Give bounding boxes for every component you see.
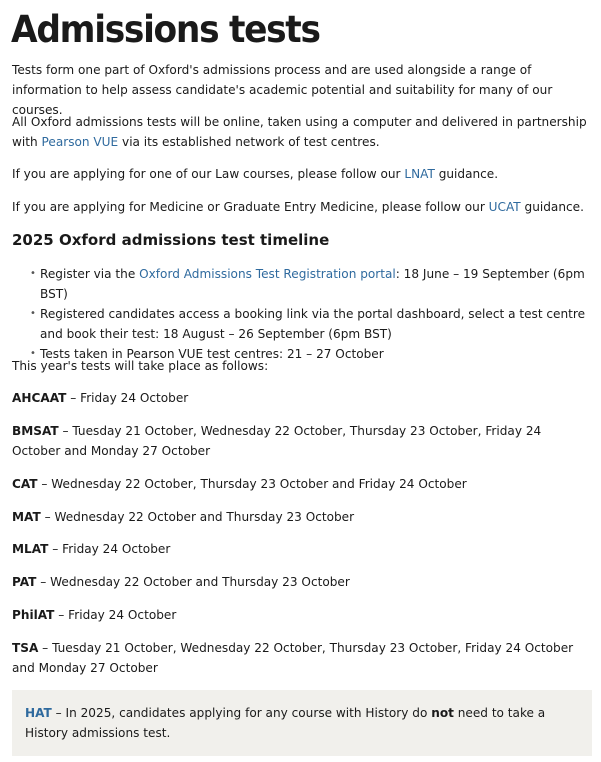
test-name: MLAT — [12, 542, 49, 556]
test-name: PAT — [12, 575, 37, 589]
intro-text-1: Tests form one part of Oxford's admissions process and are used alongside a range of information to help assess candidate's academic potential and suitability for many of our courses. — [12, 63, 553, 117]
timeline-list — [12, 264, 592, 364]
hat-note-emphasis: not — [431, 706, 454, 720]
timeline-heading: 2025 Oxford admissions test timeline — [12, 231, 330, 249]
test-name: PhilAT — [12, 608, 55, 622]
timeline-item-text: Registered candidates access a booking link via the portal dashboard, select a test centre and book their test: 18 August – 26 September (6pm BST) — [40, 307, 586, 341]
test-dates: – Wednesday 22 October, Thursday 23 October and Friday 24 October — [37, 477, 467, 491]
test-row — [12, 572, 592, 592]
intro-text-2b: via its established network of test centres. — [118, 135, 380, 149]
hat-note-box — [12, 690, 592, 756]
intro-paragraph-4 — [12, 197, 592, 217]
intro-paragraph-2 — [12, 112, 592, 152]
intro-text-4a: If you are applying for Medicine or Graduate Entry Medicine, please follow our — [12, 200, 489, 214]
test-dates: – Tuesday 21 October, Wednesday 22 October, Thursday 23 October, Friday 24 October and Monday 27 October — [12, 424, 542, 458]
lnat-link[interactable]: LNAT — [404, 167, 435, 181]
test-row — [12, 507, 592, 527]
schedule-intro: This year's tests will take place as follows: — [12, 359, 269, 373]
test-row — [12, 421, 592, 461]
timeline-item-text: Tests taken in Pearson VUE test centres: 21 – 27 October — [40, 347, 384, 361]
test-row — [12, 474, 592, 494]
registration-portal-link[interactable]: Oxford Admissions Test Registration portal — [139, 267, 396, 281]
test-row — [12, 388, 592, 408]
test-dates: – Wednesday 22 October and Thursday 23 October — [36, 575, 350, 589]
test-row — [12, 605, 592, 625]
test-row — [12, 638, 592, 678]
test-dates: – Wednesday 22 October and Thursday 23 October — [40, 510, 355, 524]
intro-text-3a: If you are applying for one of our Law courses, please follow our — [12, 167, 405, 181]
test-name: CAT — [12, 477, 38, 491]
test-dates: – Friday 24 October — [48, 542, 171, 556]
test-name: BMSAT — [12, 424, 59, 438]
test-dates: – Tuesday 21 October, Wednesday 22 October, Thursday 23 October, Friday 24 October and Monday 27 October — [12, 641, 574, 675]
hat-note-text: – In 2025, candidates applying for any course with History do — [51, 706, 432, 720]
timeline-list-wrapper — [12, 264, 592, 364]
test-row — [12, 539, 592, 559]
intro-paragraph-1 — [12, 60, 592, 120]
page-title: Admissions tests — [11, 8, 320, 51]
timeline-item — [30, 264, 592, 304]
timeline-item-text: : 18 June – 19 September (6pm BST) — [40, 267, 585, 301]
timeline-item — [30, 304, 592, 344]
test-name: TSA — [12, 641, 39, 655]
intro-paragraph-3 — [12, 164, 592, 184]
test-dates: – Friday 24 October — [54, 608, 177, 622]
hat-link[interactable]: HAT — [25, 706, 52, 720]
test-dates: – Friday 24 October — [66, 391, 189, 405]
intro-text-4b: guidance. — [520, 200, 584, 214]
intro-text-2a: All Oxford admissions tests will be online, taken using a computer and delivered in partnership with — [12, 115, 587, 149]
ucat-link[interactable]: UCAT — [488, 200, 521, 214]
timeline-item-text: Register via the — [40, 267, 140, 281]
intro-text-3b: guidance. — [434, 167, 499, 181]
test-name: MAT — [12, 510, 41, 524]
test-name: AHCAAT — [12, 391, 67, 405]
hat-note-text: need to take a History admissions test. — [25, 706, 546, 740]
timeline-section — [12, 229, 592, 251]
pearson-vue-link[interactable]: Pearson VUE — [41, 135, 119, 149]
